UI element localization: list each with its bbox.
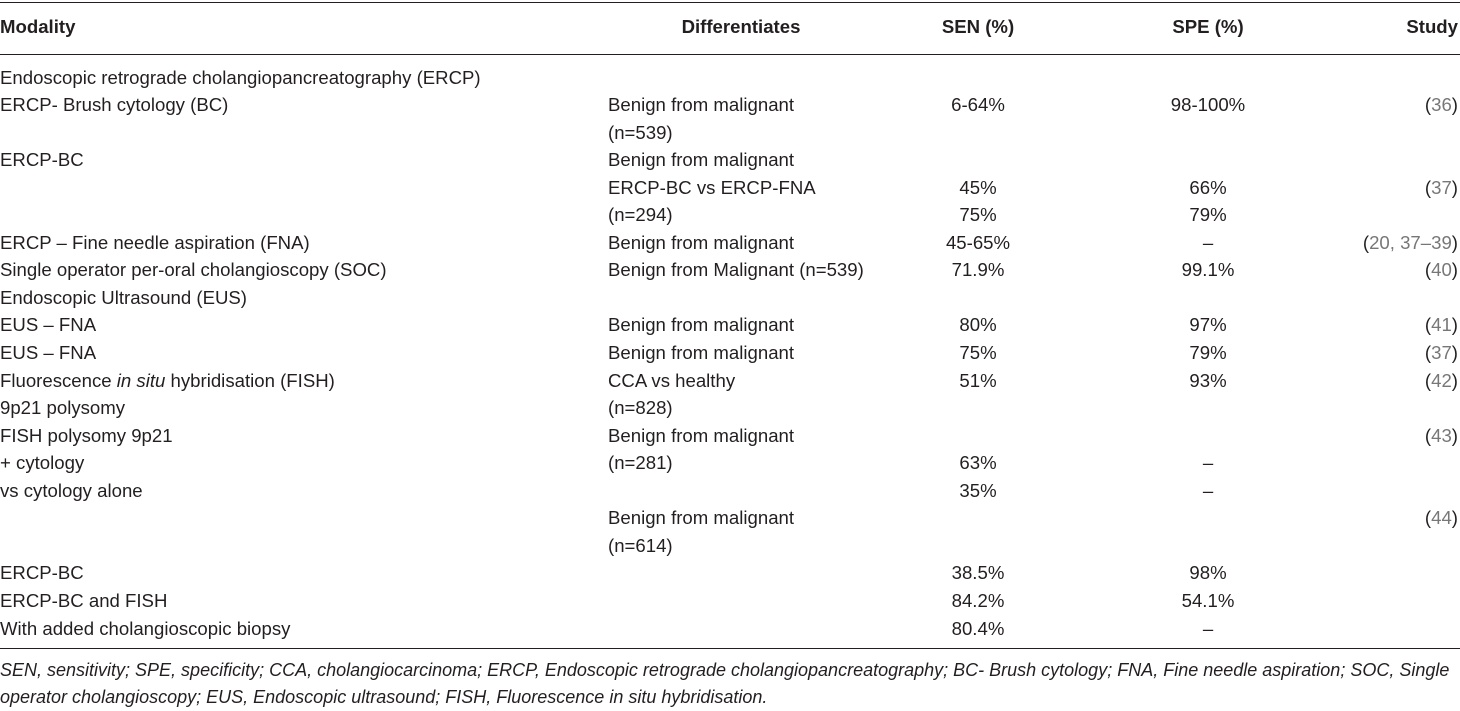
study-close-paren: ) [1451, 314, 1458, 336]
cell-study [1425, 339, 1458, 367]
cell-differentiates: ERCP-BC vs ERCP-FNA [608, 176, 816, 198]
top-rule [0, 2, 1460, 3]
study-open-paren: ( [1424, 176, 1432, 198]
cell-differentiates: Benign from malignant [608, 94, 795, 116]
cell-spe: 99.1% [1181, 259, 1235, 281]
cell-study [1425, 367, 1458, 395]
study-open-paren: ( [1424, 94, 1432, 116]
study-reference-link[interactable]: 42 [1431, 369, 1452, 391]
cell-modality: 9p21 polysomy [0, 397, 126, 419]
header-spe: SPE (%) [1172, 16, 1244, 37]
cell-sen: 75% [959, 342, 997, 363]
cell-sen: 38.5% [951, 562, 1005, 584]
study-close-paren: ) [1451, 507, 1458, 529]
cell-differentiates: Benign from malignant [608, 231, 795, 253]
cell-sen: 63% [959, 452, 997, 474]
cell-modality: EUS – FNA [0, 314, 97, 336]
cell-spe: – [1202, 617, 1214, 639]
study-close-paren: ) [1451, 342, 1458, 363]
cell-sen: 71.9% [951, 259, 1005, 281]
cell-spe: 98-100% [1170, 94, 1246, 116]
cell-sen: 75% [959, 204, 997, 226]
cell-differentiates: (n=539) [608, 121, 673, 143]
cell-sen: 80% [959, 314, 997, 336]
study-reference-link[interactable]: 40 [1431, 259, 1452, 281]
cell-spe: – [1202, 479, 1214, 501]
cell-differentiates: (n=828) [608, 397, 673, 419]
cell-differentiates: Benign from malignant [608, 314, 795, 336]
cell-modality: vs cytology alone [0, 479, 143, 501]
cell-sen: 45% [959, 176, 997, 198]
study-reference-link[interactable]: 37 [1431, 342, 1452, 363]
cell-sen: 6-64% [951, 94, 1005, 116]
cell-sen: 35% [959, 479, 997, 501]
study-close-paren: ) [1451, 94, 1458, 116]
study-open-paren: ( [1424, 259, 1432, 281]
study-close-paren: ) [1451, 231, 1458, 253]
cell-differentiates: Benign from malignant [608, 507, 795, 529]
study-open-paren: ( [1424, 424, 1432, 446]
study-close-paren: ) [1451, 369, 1458, 391]
cell-study [1425, 422, 1458, 450]
study-open-paren: ( [1424, 369, 1432, 391]
cell-spe: 97% [1189, 314, 1227, 336]
cell-study [1425, 504, 1458, 532]
study-reference-link[interactable]: 41 [1431, 314, 1452, 336]
study-open-paren: ( [1362, 231, 1370, 253]
study-open-paren: ( [1424, 342, 1432, 363]
cell-differentiates: (n=294) [608, 204, 673, 226]
study-reference-link[interactable]: 36 [1431, 94, 1452, 116]
header-rule [0, 54, 1460, 55]
cell-differentiates: Benign from malignant [608, 342, 795, 363]
cell-modality: Endoscopic retrograde cholangiopancreatography (ERCP) [0, 66, 481, 88]
cell-spe: – [1202, 452, 1214, 474]
cell-differentiates: Benign from malignant [608, 149, 795, 171]
cell-study [1363, 229, 1458, 257]
cell-differentiates: CCA vs healthy [608, 369, 736, 391]
cell-spe: – [1202, 231, 1214, 253]
header-differentiates: Differentiates [681, 16, 801, 37]
cell-modality: ERCP – Fine needle aspiration (FNA) [0, 231, 310, 253]
cell-study [1425, 311, 1458, 339]
cell-sen: 80.4% [951, 617, 1005, 639]
cell-differentiates: (n=614) [608, 534, 673, 556]
cell-modality: Single operator per-oral cholangioscopy (SOC) [0, 259, 387, 281]
study-reference-link[interactable]: 44 [1431, 507, 1452, 529]
study-open-paren: ( [1424, 507, 1432, 529]
cell-modality: With added cholangioscopic biopsy [0, 617, 291, 639]
study-reference-link[interactable]: 37 [1431, 176, 1452, 198]
header-study: Study [1406, 16, 1458, 37]
cell-differentiates: Benign from Malignant (n=539) [608, 259, 864, 281]
cell-differentiates: Benign from malignant [608, 424, 795, 446]
cell-spe: 79% [1189, 204, 1227, 226]
cell-sen: 51% [959, 369, 997, 391]
cell-modality: ERCP-BC [0, 562, 84, 584]
study-reference-link[interactable]: 43 [1431, 424, 1452, 446]
cell-modality: ERCP-BC and FISH [0, 589, 168, 611]
cell-differentiates: (n=281) [608, 452, 673, 474]
cell-modality: + cytology [0, 452, 85, 474]
table-footnote: SEN, sensitivity; SPE, specificity; CCA, cholangiocarcinoma; ERCP, Endoscopic retrograde cholangiopancreatography; BC- Brush cytology; FNA, Fine needle aspiration; SOC, Single operator cholangioscopy; EUS, Endoscopic ultrasound; FISH, Fluorescence in situ hybridisation. [0, 660, 1450, 707]
cell-study [1425, 91, 1458, 119]
cell-sen: 45-65% [945, 231, 1011, 253]
cell-spe: 54.1% [1181, 589, 1235, 611]
cell-modality: Endoscopic Ultrasound (EUS) [0, 286, 247, 308]
cell-modality: EUS – FNA [0, 342, 97, 363]
cell-modality: FISH polysomy 9p21 [0, 424, 173, 446]
cell-modality: ERCP- Brush cytology (BC) [0, 94, 229, 116]
study-close-paren: ) [1451, 424, 1458, 446]
header-sen: SEN (%) [941, 16, 1015, 37]
cell-sen: 84.2% [951, 589, 1005, 611]
cell-spe: 79% [1189, 342, 1227, 363]
study-open-paren: ( [1424, 314, 1432, 336]
cell-spe: 93% [1189, 369, 1227, 391]
cell-study [1425, 256, 1458, 284]
modality-italic-text: in situ [116, 369, 166, 391]
cell-modality [0, 367, 335, 395]
study-reference-link[interactable]: 20, 37–39 [1369, 231, 1452, 253]
study-close-paren: ) [1451, 176, 1458, 198]
cell-spe: 66% [1189, 176, 1227, 198]
cell-modality: ERCP-BC [0, 149, 84, 171]
cell-spe: 98% [1189, 562, 1227, 584]
modality-text: Fluorescence [0, 369, 117, 391]
cell-study [1425, 174, 1458, 202]
header-modality: Modality [0, 16, 76, 37]
study-close-paren: ) [1451, 259, 1458, 281]
bottom-rule [0, 648, 1460, 649]
modality-text: hybridisation (FISH) [165, 369, 335, 391]
